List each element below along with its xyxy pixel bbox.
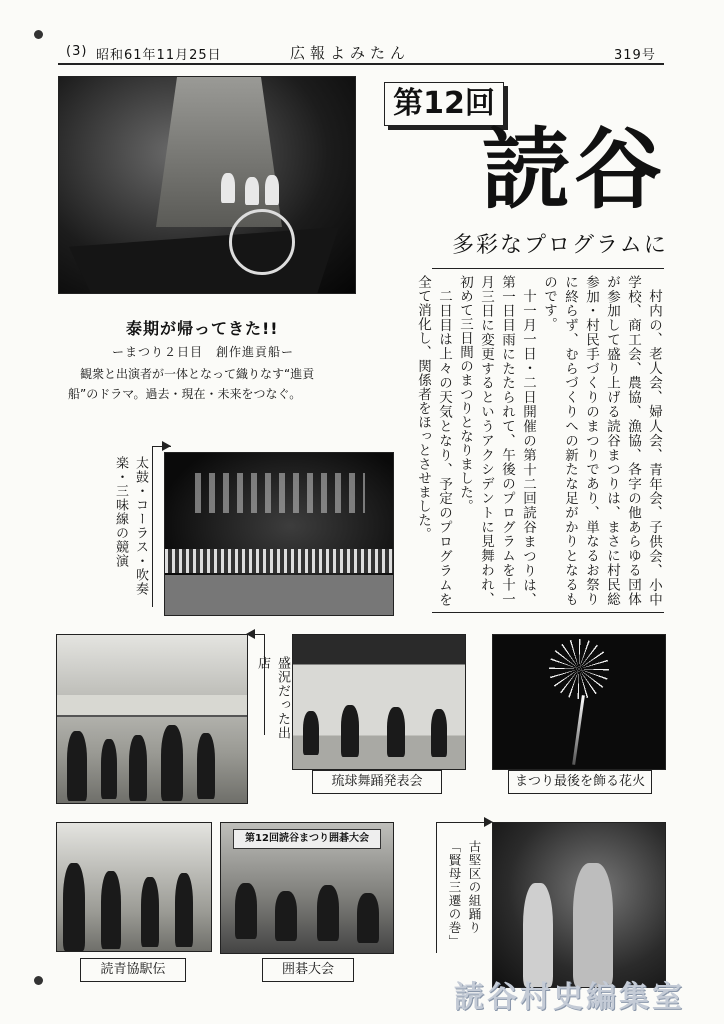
page-number: (3) <box>66 44 88 59</box>
feature-subtitle: 多彩なプログラムに <box>452 233 668 258</box>
arrow-icon <box>246 629 255 639</box>
lead-subheading: ーまつり２日目 創作進貢船ー <box>112 345 295 359</box>
player <box>357 893 379 943</box>
lead-heading: 泰期が帰ってきた!! <box>126 319 279 338</box>
runner <box>141 877 159 947</box>
ekiden-caption: 読青協駅伝 <box>80 958 186 982</box>
performer <box>245 177 259 205</box>
issue-date: 昭和61年11月25日 <box>96 48 222 63</box>
ground <box>165 575 393 615</box>
ryukyu-dance-caption: 琉球舞踊発表会 <box>312 770 442 794</box>
firework-trail <box>572 695 585 765</box>
concert-photo <box>164 452 394 616</box>
dancer <box>387 707 405 757</box>
stalls-caption: 盛況だった出店 <box>255 656 290 740</box>
article-paragraph: 十一月一日・二日開催の第十二回読谷まつりは、第一日目雨にたたられて、午後のプログラムを十一月三日に変更するというアクシデントに見舞われ、初めて三日間のまつりとなりました。 <box>457 275 536 606</box>
archive-watermark: 読谷村史編集室 <box>454 980 685 1015</box>
dancer <box>303 711 319 755</box>
fireworks-photo <box>492 634 666 770</box>
actor <box>573 863 613 987</box>
player <box>235 883 257 939</box>
go-tournament-photo <box>220 822 394 954</box>
visitor <box>161 725 183 801</box>
ship-photo <box>58 76 356 294</box>
go-banner: 第12回読谷まつり囲碁大会 <box>233 829 381 849</box>
stage <box>165 549 393 573</box>
player <box>317 885 339 941</box>
performer <box>221 173 235 203</box>
feature-badge: 第12回 <box>384 82 504 126</box>
kumiodori-photo <box>492 822 666 988</box>
fireworks-caption: まつり最後を飾る花火 <box>508 770 652 794</box>
runner <box>101 871 121 949</box>
visitor <box>129 735 147 801</box>
binder-hole <box>34 30 43 39</box>
dragon-figurehead <box>229 209 295 275</box>
issue-number: 319号 <box>614 48 656 63</box>
article-paragraph: 二日目は上々の天気となり、予定のプログラムを全て消化し、関係者をほっとさせました。 <box>415 275 452 606</box>
article-paragraph: 村内の、老人会、婦人会、青年会、子供会、小中学校、商工会、農協、漁協、各字の他あらゆる団体が参加して盛り上げる読谷まつりは、まさに村民総参加・村民手づくりのまつりであり、単なるお祭りに終らず、むらづくりへの新たな足がかりとなるものです。 <box>541 275 662 606</box>
arrow-icon <box>162 441 171 451</box>
kumiodori-caption: 古堅区の組踊り「賢母三遷の巻」 <box>447 840 482 948</box>
performer <box>265 175 279 205</box>
concert-caption: 太鼓・コーラス・吹奏楽・三味線の競演 <box>113 456 148 596</box>
stage-lights <box>195 473 365 513</box>
runner <box>63 863 85 951</box>
runner <box>175 873 193 947</box>
binder-hole <box>34 976 43 985</box>
feature-title: 読谷 <box>482 118 667 221</box>
dancer <box>431 709 447 757</box>
firework-burst <box>549 639 609 699</box>
ship-hull <box>69 227 339 293</box>
tent <box>57 695 247 717</box>
player <box>275 891 297 941</box>
article-body <box>415 268 664 613</box>
visitor <box>197 733 215 799</box>
lead-caption: 観衆と出演者が一体となって織りなす“進貢船”のドラマ。過去・現在・未来をつなぐ。 <box>68 367 315 401</box>
ekiden-photo <box>56 822 212 952</box>
dancer <box>341 705 359 757</box>
paper-title: 広報よみたん <box>290 44 411 62</box>
header-rule <box>58 63 664 65</box>
visitor <box>67 731 87 801</box>
stalls-photo <box>56 634 248 804</box>
go-caption: 囲碁大会 <box>262 958 354 982</box>
ryukyu-dance-photo <box>292 634 466 770</box>
visitor <box>101 739 117 799</box>
